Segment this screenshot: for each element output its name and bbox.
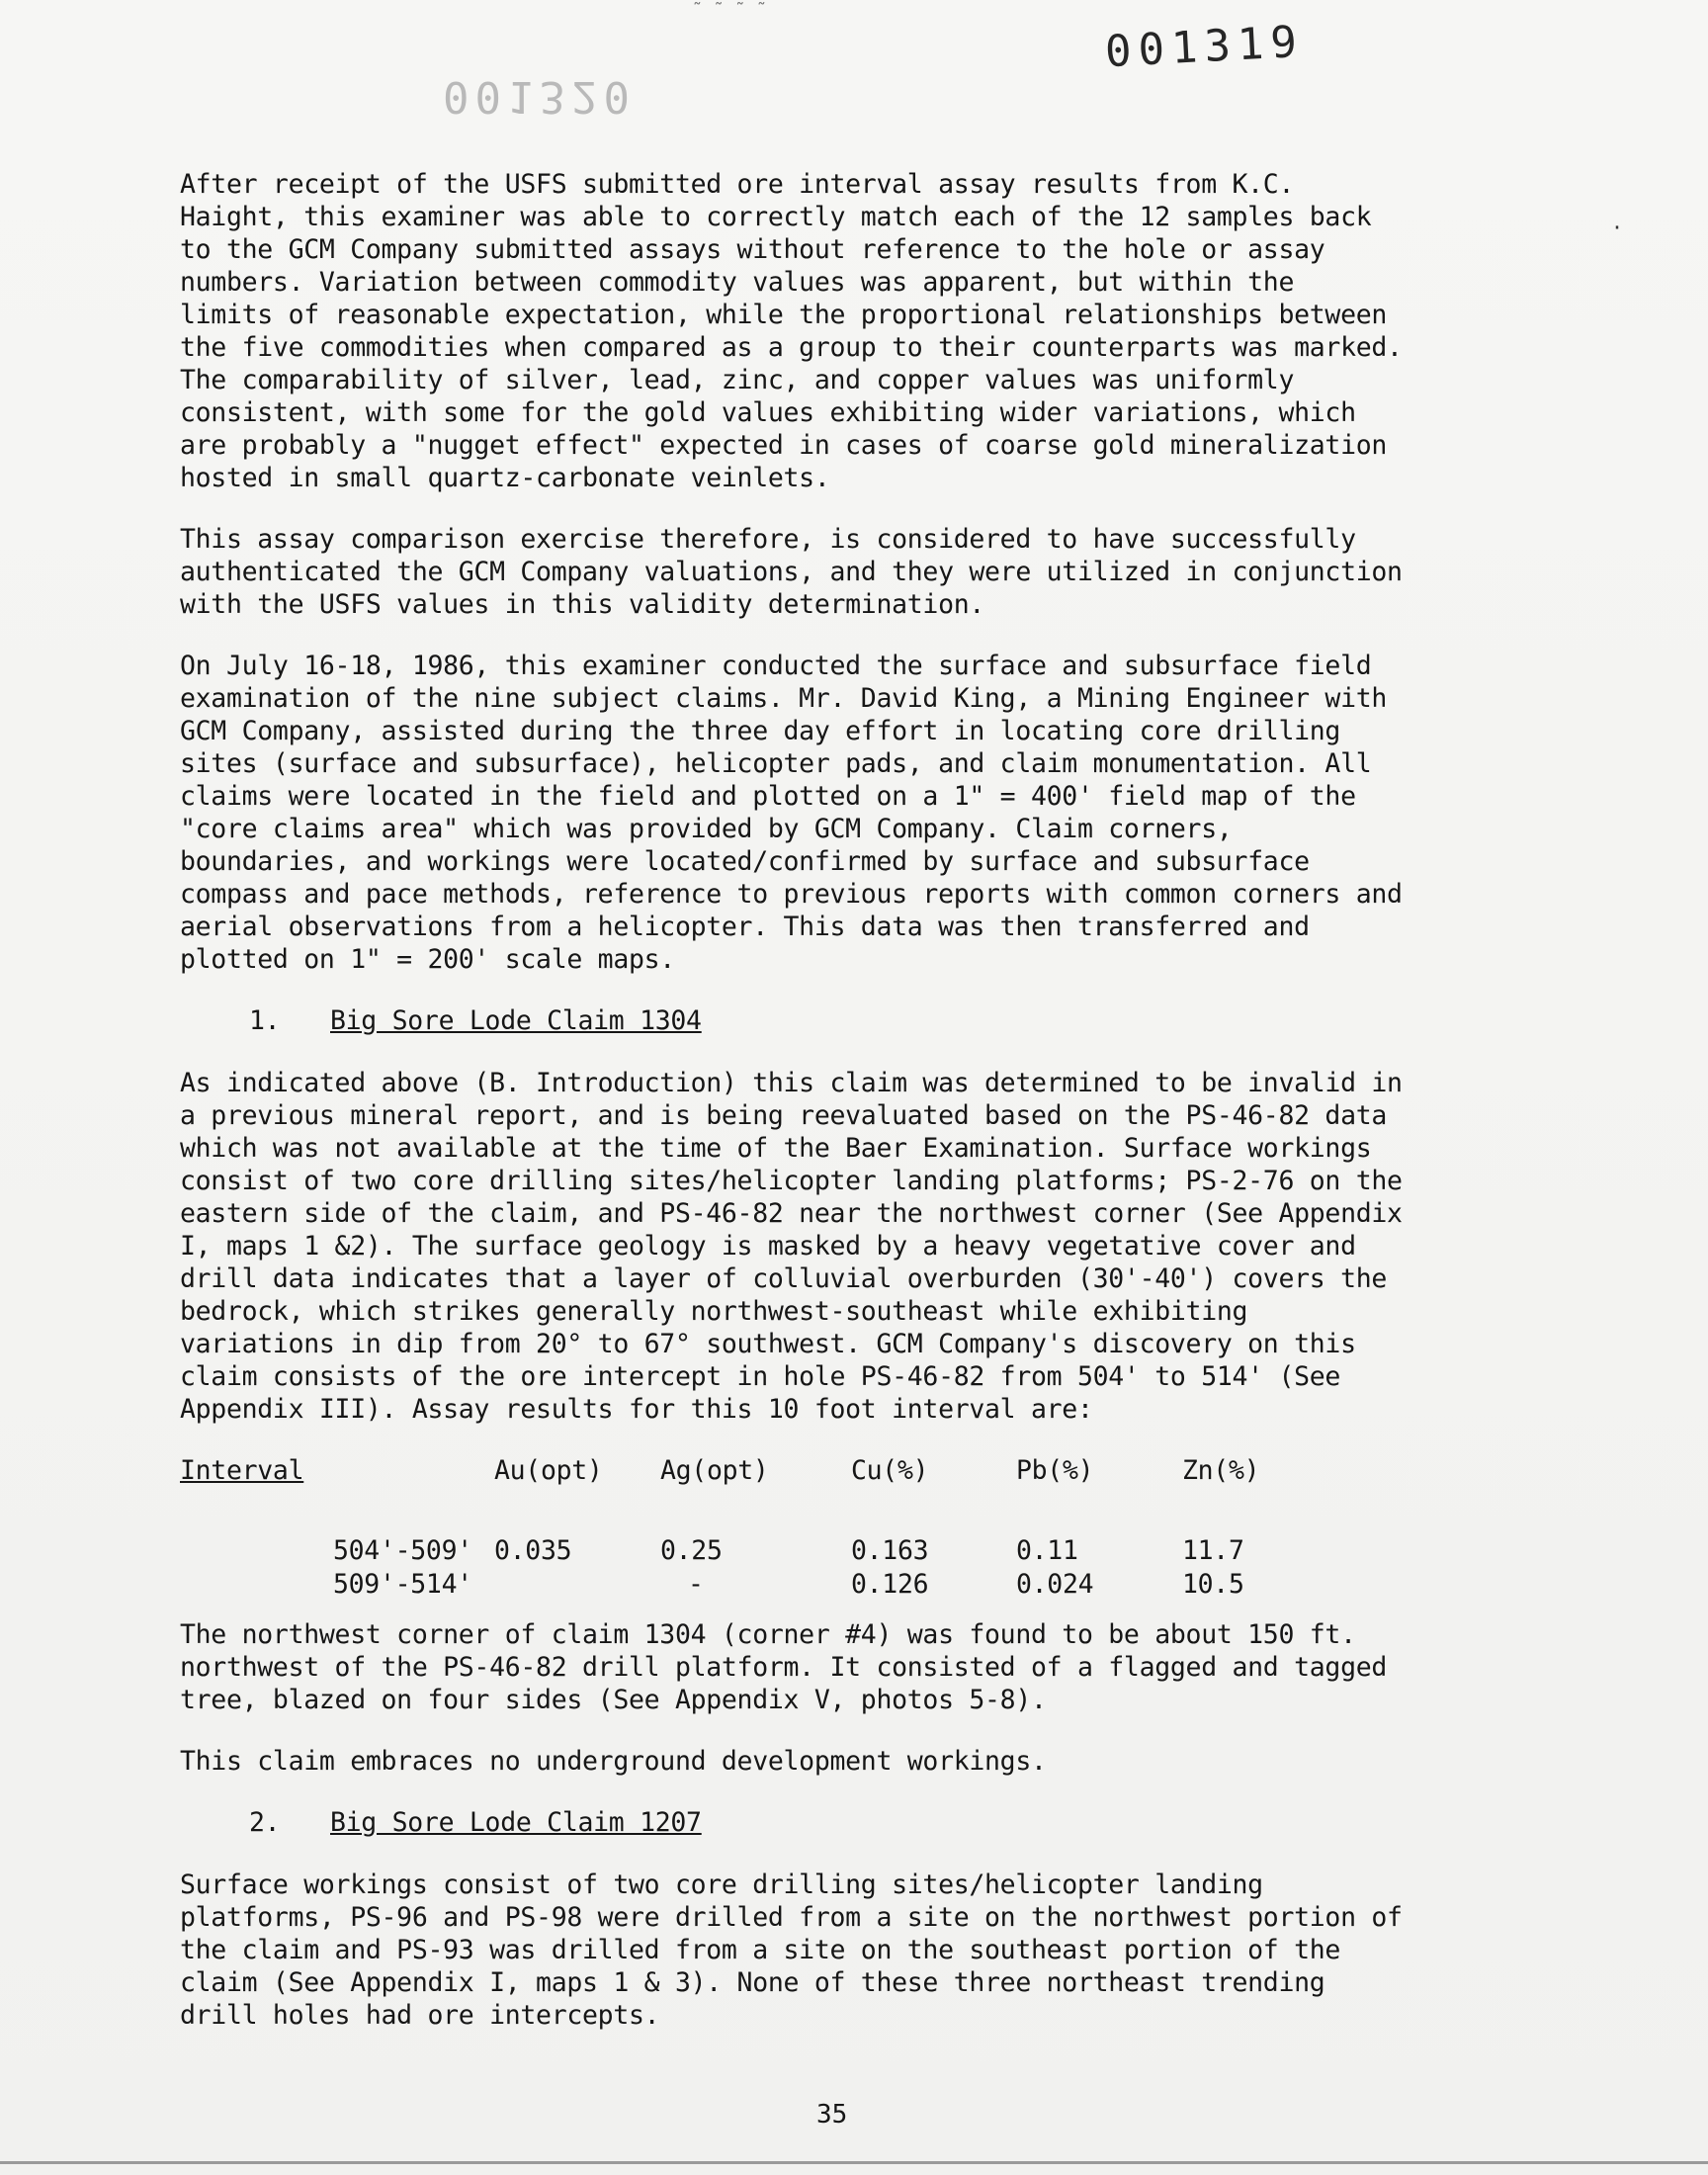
section-number: 2. — [249, 1807, 281, 1838]
table-cell: 0.163 — [851, 1534, 929, 1566]
table-cell: 0.126 — [851, 1568, 929, 1600]
table-cell: 504'-509' — [333, 1534, 472, 1566]
column-header: Interval — [180, 1455, 304, 1486]
table-cell: 0.035 — [494, 1534, 572, 1566]
column-header: Cu(%) — [851, 1455, 929, 1486]
paragraph-assay-match: After receipt of the USFS submitted ore interval assay results from K.C. Haight, this examiner was able to correctly match each of the 12 samples back to the GCM Company submitted assays without reference to the hole or assay numbers. Variation between commodity values was apparent, but within the limits of reasonable expectation, while the proportional relationships between the five commodities when compared as a group to their counterparts was marked. The comparability of silver, lead, zinc, and copper values was uniformly consistent, with some for the gold values exhibiting wider variations, which are probably a "nugget effect" expected in cases of coarse gold mineralization hosted in small quartz-carbonate veinlets. — [180, 169, 1403, 493]
table-cell: 0.25 — [660, 1534, 723, 1566]
assay-results-table — [180, 1454, 1330, 1601]
paragraph-no-underground: This claim embraces no underground development workings. — [180, 1746, 1047, 1777]
section-number: 1. — [249, 1005, 281, 1036]
table-cell: 0.024 — [1016, 1568, 1094, 1600]
table-cell: 0.11 — [1016, 1534, 1078, 1566]
margin-mark: · — [1611, 216, 1624, 239]
table-cell — [494, 1567, 660, 1601]
table-cell: 10.5 — [1182, 1568, 1244, 1600]
section-title: Big Sore Lode Claim 1207 — [330, 1807, 702, 1838]
page-number: 35 — [816, 2100, 848, 2130]
column-header: Ag(opt) — [660, 1455, 769, 1486]
document-number-stamp: 001319 — [1103, 16, 1306, 78]
paragraph-claim-1304: As indicated above (B. Introduction) this claim was determined to be invalid in a previous mineral report, and is being reevaluated based on the PS-46-82 data which was not available at the time of the Baer Examination. Surface workings consist of two core drilling sites/helicopter landing platforms; PS-2-76 on the eastern side of the claim, and PS-46-82 near the northwest corner (See Appendix I, maps 1 &2). The surface geology is masked by a heavy vegetative cover and drill data indicates that a layer of colluvial overburden (30'-40') covers the bedrock, which strikes generally northwest-southeast while exhibiting variations in dip from 20° to 67° southwest. GCM Company's discovery on this claim consists of the ore intercept in hole PS-46-82 from 504' to 514' (See Appendix III). Assay results for this 10 foot interval are: — [180, 1068, 1403, 1425]
paragraph-field-examination: On July 16-18, 1986, this examiner conducted the surface and subsurface field examination of the nine subject claims. Mr. David King, a Mining Engineer with GCM Company, assisted during the three day effort in locating core drilling sites (surface and subsurface), helicopter pads, and claim monumentation. All claims were located in the field and plotted on a 1" = 400' field map of the "core claims area" which was provided by GCM Company. Claim corners, boundaries, and workings were located/confirmed by surface and subsurface compass and pace methods, reference to previous reports with common corners and aerial observations from a helicopter. This data was then transferred and plotted on 1" = 200' scale maps. — [180, 651, 1403, 975]
table-cell: 509'-514' — [333, 1568, 472, 1600]
column-header: Zn(%) — [1182, 1455, 1260, 1486]
table-cell: 11.7 — [1182, 1534, 1244, 1566]
scan-artifact: ˜ ˜ ˜ ˜ — [692, 0, 767, 21]
paragraph-claim-1207: Surface workings consist of two core drilling sites/helicopter landing platforms, PS-96 and PS-98 were drilled from a site on the northwest portion of the claim and PS-93 was drilled from a site on the southeast portion of the claim (See Appendix I, maps 1 & 3). None of these three northeast trending drill holes had ore intercepts. — [180, 1870, 1403, 2031]
bleed-through-stamp: 001320 — [443, 71, 636, 122]
column-header: Au(opt) — [494, 1455, 603, 1486]
paragraph-corner-1304: The northwest corner of claim 1304 (corner #4) was found to be about 150 ft. northwest of the PS-46-82 drill platform. It consisted of a flagged and tagged tree, blazed on four sides (See Appendix V, photos 5-8). — [180, 1619, 1388, 1715]
column-header: Pb(%) — [1016, 1455, 1094, 1486]
paragraph-assay-comparison: This assay comparison exercise therefore, is considered to have successfully authenticated the GCM Company valuations, and they were utilized in conjunction with the USFS values in this validity determination. — [180, 524, 1403, 620]
table-cell: - — [688, 1568, 704, 1600]
table-row — [180, 1533, 1330, 1567]
table-row — [180, 1567, 1330, 1601]
page-edge — [0, 2161, 1708, 2164]
table-header-row — [180, 1454, 1330, 1500]
page-body — [180, 168, 1504, 2060]
section-heading-1207 — [249, 1806, 1504, 1839]
section-title: Big Sore Lode Claim 1304 — [330, 1005, 702, 1036]
section-heading-1304 — [249, 1004, 1504, 1037]
